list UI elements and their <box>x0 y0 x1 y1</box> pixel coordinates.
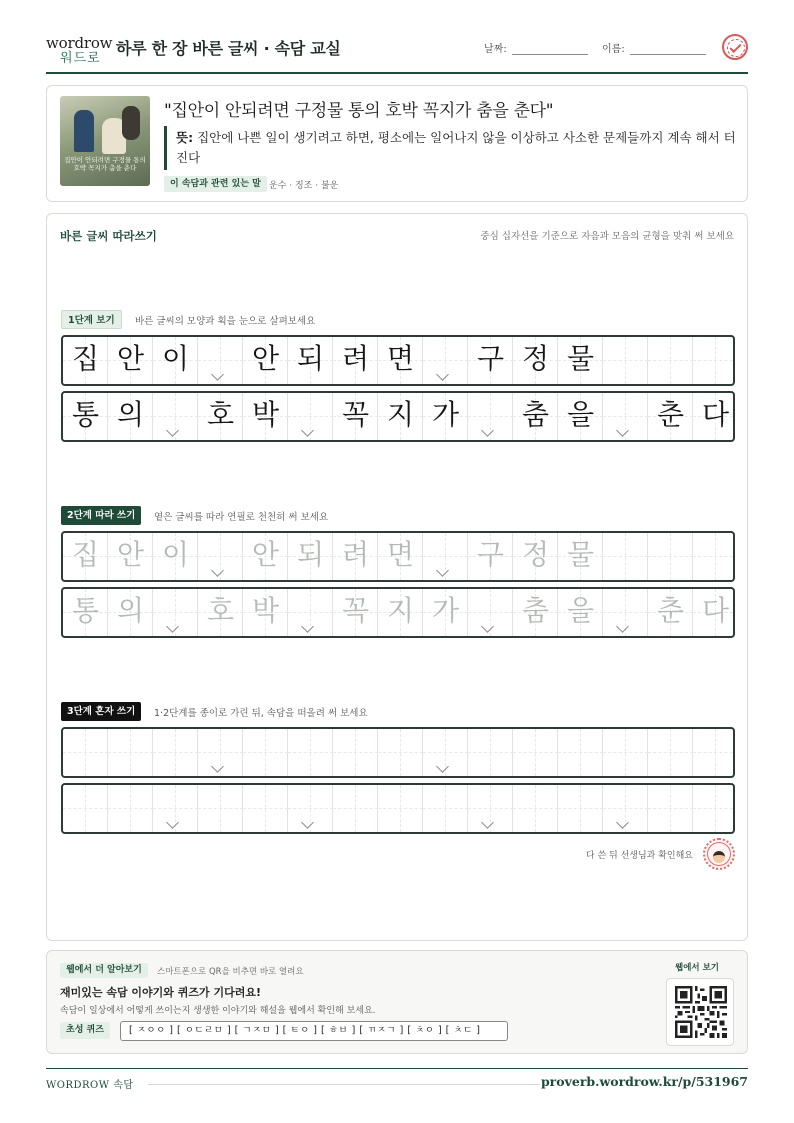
model-character: 정 <box>521 342 550 375</box>
model-character: 춘 <box>656 398 685 431</box>
grid-cell <box>423 393 468 440</box>
grid-cell <box>693 393 735 440</box>
space-mark-icon <box>481 620 494 633</box>
grid-cell <box>108 337 153 384</box>
grid-cell[interactable] <box>153 589 198 636</box>
grid-cell[interactable] <box>558 589 603 636</box>
grid-cell[interactable] <box>108 589 153 636</box>
grid-cell[interactable] <box>648 589 693 636</box>
grid-cell[interactable] <box>513 589 558 636</box>
teacher-check-note: 다 쓴 뒤 선생님과 확인해요 <box>585 851 693 861</box>
trace-character: 정 <box>521 538 550 571</box>
space-mark-icon <box>481 816 494 829</box>
wordrow-logo <box>46 34 113 68</box>
step3-row-2[interactable] <box>61 783 735 834</box>
space-mark-icon <box>211 760 224 773</box>
grid-cell[interactable] <box>288 533 333 580</box>
space-mark-icon <box>436 368 449 381</box>
grid-cell[interactable] <box>513 729 558 776</box>
grid-cell <box>468 393 513 440</box>
grid-cell <box>423 337 468 384</box>
step3-badge: 3단계 혼자 쓰기 <box>61 702 141 721</box>
grid-cell[interactable] <box>378 589 423 636</box>
grid-cell <box>693 337 735 384</box>
web-info-card <box>46 950 748 1054</box>
grid-cell[interactable] <box>63 729 108 776</box>
grid-cell[interactable] <box>468 785 513 832</box>
trace-character: 호 <box>206 594 235 627</box>
trace-character: 안 <box>116 538 145 571</box>
grid-cell[interactable] <box>558 785 603 832</box>
proverb-illustration <box>60 96 150 186</box>
model-character: 려 <box>341 342 370 375</box>
trace-character: 집 <box>71 538 100 571</box>
grid-cell <box>378 393 423 440</box>
grid-cell <box>603 393 648 440</box>
step2-badge: 2단계 따라 쓰기 <box>61 506 141 525</box>
grid-cell[interactable] <box>333 533 378 580</box>
grid-cell[interactable] <box>63 589 108 636</box>
grid-cell[interactable] <box>63 533 108 580</box>
grid-cell[interactable] <box>108 785 153 832</box>
grid-cell[interactable] <box>513 533 558 580</box>
model-character: 집 <box>71 342 100 375</box>
trace-character: 지 <box>386 594 415 627</box>
grid-cell[interactable] <box>648 729 693 776</box>
grid-cell[interactable] <box>693 729 735 776</box>
model-character: 다 <box>701 398 730 431</box>
model-character: 춤 <box>521 398 550 431</box>
grid-cell <box>63 393 108 440</box>
trace-character: 의 <box>116 594 145 627</box>
space-mark-icon <box>166 620 179 633</box>
grid-cell[interactable] <box>198 729 243 776</box>
grid-cell[interactable] <box>333 785 378 832</box>
grid-cell[interactable] <box>288 589 333 636</box>
grid-cell[interactable] <box>153 533 198 580</box>
grid-cell[interactable] <box>333 589 378 636</box>
grid-cell[interactable] <box>288 785 333 832</box>
meaning-label: 뜻: <box>176 130 194 145</box>
grid-cell[interactable] <box>243 533 288 580</box>
related-words-badge: 이 속담과 관련 있는 말 <box>164 176 267 192</box>
teacher-stamp-icon <box>703 838 735 870</box>
name-label: 이름: <box>602 44 625 55</box>
date-label: 날짜: <box>484 44 507 55</box>
grid-cell[interactable] <box>378 533 423 580</box>
trace-character: 꼭 <box>341 594 370 627</box>
model-character: 되 <box>296 342 325 375</box>
web-more-badge: 웹에서 더 알아보기 <box>60 963 148 978</box>
trace-character: 이 <box>161 538 190 571</box>
meaning-text: 집안에 나쁜 일이 생기려고 하면, 평소에는 일어나지 않을 이상하고 사소한 문제들까지 계속 해서 터진다 <box>176 130 736 165</box>
logo-subtext: 워드로 <box>60 51 101 66</box>
trace-character: 을 <box>566 594 595 627</box>
model-character: 박 <box>251 398 280 431</box>
web-description: 속담이 일상에서 어떻게 쓰이는지 생생한 이야기와 해설을 웹에서 확인해 보세요. <box>60 1006 376 1016</box>
page-title: 하루 한 장 바른 글씨 · 속담 교실 <box>116 39 341 58</box>
grid-cell[interactable] <box>243 785 288 832</box>
step1-desc: 바른 글씨의 모양과 획을 눈으로 살펴보세요 <box>135 316 316 327</box>
grid-cell[interactable] <box>603 785 648 832</box>
step2-desc: 옅은 글씨를 따라 연필로 천천히 써 보세요 <box>154 512 329 523</box>
proverb-card <box>46 85 748 202</box>
footer-divider <box>46 1068 748 1069</box>
step1-badge: 1단계 보기 <box>61 310 122 329</box>
model-character: 이 <box>161 342 190 375</box>
grid-cell <box>243 337 288 384</box>
model-character: 물 <box>566 342 595 375</box>
model-character: 구 <box>476 342 505 375</box>
grid-cell[interactable] <box>468 729 513 776</box>
space-mark-icon <box>301 620 314 633</box>
trace-character: 려 <box>341 538 370 571</box>
footer-brand: WORDROW 속담 <box>46 1080 134 1091</box>
space-mark-icon <box>616 424 629 437</box>
trace-character: 구 <box>476 538 505 571</box>
grid-cell <box>288 337 333 384</box>
initial-quiz-badge: 초성 퀴즈 <box>60 1022 110 1039</box>
space-mark-icon <box>616 816 629 829</box>
grid-cell <box>153 337 198 384</box>
grid-cell[interactable] <box>603 589 648 636</box>
illustration-caption: 집안이 안되려면 구정물 통의 호박 꼭지가 춤을 춘다 <box>64 156 146 172</box>
model-character: 통 <box>71 398 100 431</box>
grid-cell[interactable] <box>63 785 108 832</box>
grid-cell[interactable] <box>198 589 243 636</box>
trace-character: 춤 <box>521 594 550 627</box>
grid-cell <box>288 393 333 440</box>
trace-character: 다 <box>701 594 730 627</box>
trace-character: 되 <box>296 538 325 571</box>
check-seal-icon <box>722 34 748 60</box>
space-mark-icon <box>301 816 314 829</box>
grid-cell[interactable] <box>603 729 648 776</box>
grid-cell[interactable] <box>468 589 513 636</box>
footer-url-link[interactable]: proverb.wordrow.kr/p/531967 <box>540 1074 748 1089</box>
model-character: 꼭 <box>341 398 370 431</box>
initial-quiz-box: [ ㅈㅇㅇ ] [ ㅇㄷㄹㅁ ] [ ㄱㅈㅁ ] [ ㅌㅇ ] [ ㅎㅂ ] [ ㄲㅈㄱ ] [ ㅊㅇ ] [ ㅊㄷ ] <box>120 1021 508 1041</box>
related-words: 운수 · 징조 · 불운 <box>269 181 339 191</box>
grid-cell[interactable] <box>693 785 735 832</box>
trace-character: 가 <box>431 594 460 627</box>
practice-hint: 중심 십자선을 기준으로 자음과 모음의 균형을 맞춰 써 보세요 <box>480 231 734 242</box>
grid-cell[interactable] <box>333 729 378 776</box>
grid-cell <box>513 337 558 384</box>
model-character: 의 <box>116 398 145 431</box>
grid-cell <box>153 393 198 440</box>
grid-cell[interactable] <box>693 533 735 580</box>
step1-row-2 <box>61 391 735 442</box>
trace-character: 안 <box>251 538 280 571</box>
grid-cell[interactable] <box>288 729 333 776</box>
step3-row-1[interactable] <box>61 727 735 778</box>
grid-cell[interactable] <box>108 729 153 776</box>
grid-cell[interactable] <box>423 589 468 636</box>
grid-cell[interactable] <box>693 589 735 636</box>
grid-cell <box>108 393 153 440</box>
trace-character: 통 <box>71 594 100 627</box>
practice-title: 바른 글씨 따라쓰기 <box>60 229 157 243</box>
space-mark-icon <box>481 424 494 437</box>
trace-character: 물 <box>566 538 595 571</box>
model-character: 을 <box>566 398 595 431</box>
grid-cell[interactable] <box>108 533 153 580</box>
step2-row-1[interactable] <box>61 531 735 582</box>
grid-cell <box>198 393 243 440</box>
footer-rule <box>148 1084 540 1085</box>
grid-cell <box>648 337 693 384</box>
qr-code-box[interactable] <box>666 978 734 1046</box>
grid-cell <box>603 337 648 384</box>
model-character: 안 <box>251 342 280 375</box>
grid-cell <box>558 337 603 384</box>
model-character: 호 <box>206 398 235 431</box>
grid-cell <box>333 337 378 384</box>
trace-character: 면 <box>386 538 415 571</box>
grid-cell[interactable] <box>198 533 243 580</box>
proverb-meaning <box>176 128 736 168</box>
space-mark-icon <box>166 424 179 437</box>
page-header <box>46 28 748 74</box>
grid-cell[interactable] <box>513 785 558 832</box>
qr-label: 웹에서 보기 <box>674 963 719 973</box>
grid-cell[interactable] <box>423 533 468 580</box>
grid-cell[interactable] <box>468 533 513 580</box>
grid-cell[interactable] <box>153 785 198 832</box>
space-mark-icon <box>211 564 224 577</box>
logo-text: wordrow <box>46 34 113 52</box>
space-mark-icon <box>436 564 449 577</box>
grid-cell <box>198 337 243 384</box>
trace-character: 춘 <box>656 594 685 627</box>
grid-cell[interactable] <box>648 533 693 580</box>
grid-cell <box>333 393 378 440</box>
grid-cell <box>243 393 288 440</box>
grid-cell <box>63 337 108 384</box>
name-field[interactable] <box>630 54 706 55</box>
practice-card <box>46 213 748 941</box>
grid-cell[interactable] <box>558 533 603 580</box>
grid-cell <box>468 337 513 384</box>
grid-cell[interactable] <box>423 729 468 776</box>
grid-cell[interactable] <box>603 533 648 580</box>
grid-cell <box>513 393 558 440</box>
grid-cell <box>648 393 693 440</box>
meaning-accent-bar <box>164 126 167 170</box>
grid-cell[interactable] <box>423 785 468 832</box>
grid-cell[interactable] <box>378 785 423 832</box>
date-field[interactable] <box>512 54 588 55</box>
space-mark-icon <box>436 760 449 773</box>
grid-cell[interactable] <box>648 785 693 832</box>
grid-cell[interactable] <box>558 729 603 776</box>
grid-cell <box>558 393 603 440</box>
step3-desc: 1·2단계를 종이로 가린 뒤, 속담을 떠올려 써 보세요 <box>154 708 368 719</box>
grid-cell <box>378 337 423 384</box>
step1-row-1 <box>61 335 735 386</box>
grid-cell[interactable] <box>378 729 423 776</box>
trace-character: 박 <box>251 594 280 627</box>
grid-cell[interactable] <box>153 729 198 776</box>
grid-cell[interactable] <box>243 589 288 636</box>
qr-code-icon[interactable] <box>675 986 727 1038</box>
step2-row-2[interactable] <box>61 587 735 638</box>
space-mark-icon <box>616 620 629 633</box>
space-mark-icon <box>211 368 224 381</box>
model-character: 가 <box>431 398 460 431</box>
model-character: 안 <box>116 342 145 375</box>
model-character: 면 <box>386 342 415 375</box>
proverb-title: "집안이 안되려면 구정물 통의 호박 꼭지가 춤을 춘다" <box>164 101 554 121</box>
space-mark-icon <box>166 816 179 829</box>
space-mark-icon <box>301 424 314 437</box>
grid-cell[interactable] <box>243 729 288 776</box>
grid-cell[interactable] <box>198 785 243 832</box>
qr-hint: 스마트폰으로 QR을 비추면 바로 열려요 <box>157 967 304 977</box>
model-character: 지 <box>386 398 415 431</box>
web-headline: 재미있는 속담 이야기와 퀴즈가 기다려요! <box>60 986 261 999</box>
